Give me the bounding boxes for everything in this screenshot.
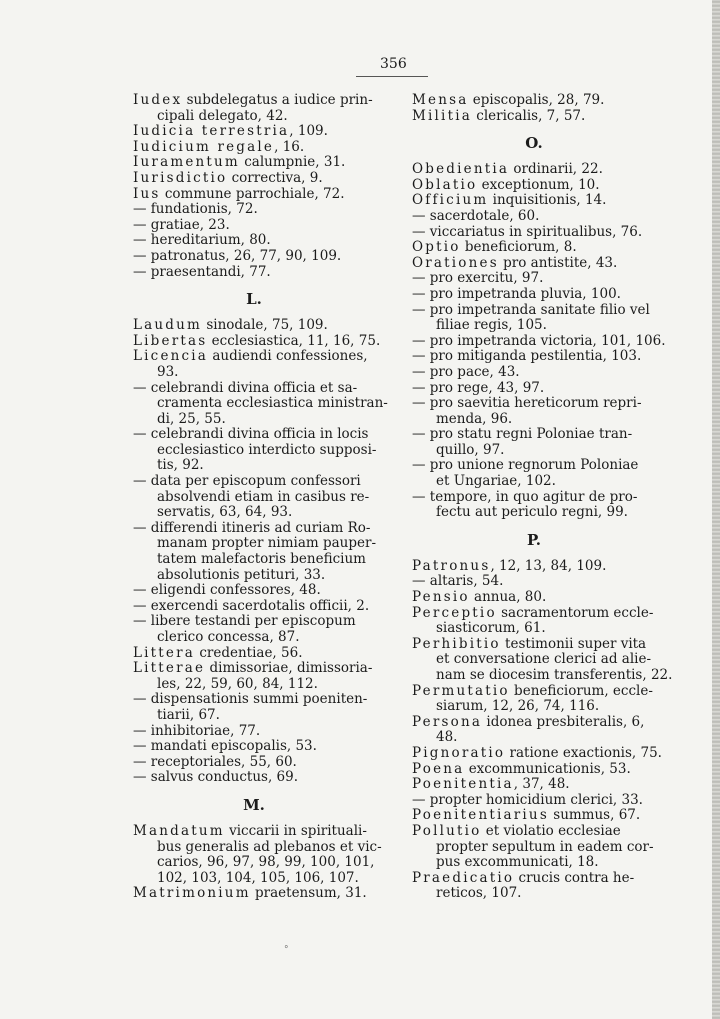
- index-continuation-line: tis, 92.: [157, 457, 204, 474]
- index-keyword: Matrimonium: [133, 885, 251, 902]
- index-keyword: Poenitentia: [412, 776, 514, 793]
- index-entry: [412, 871, 656, 887]
- index-continuation-line: tatem malefactoris beneficium: [157, 551, 366, 568]
- index-continuation-line: nam se diocesim transferentis, 22.: [436, 667, 673, 683]
- index-entry-text: sinodale, 75, 109.: [202, 317, 328, 334]
- index-entry-text: calumpnie, 31.: [239, 154, 346, 171]
- index-entry: [412, 93, 656, 109]
- index-entry: [412, 240, 656, 256]
- index-entry: [412, 684, 656, 700]
- index-entry: [412, 808, 656, 824]
- index-keyword: Praedicatio: [412, 869, 515, 886]
- index-subentry: — propter homicidium clerici, 33.: [412, 791, 643, 808]
- index-entry-text: sacramentorum eccle-: [496, 604, 654, 621]
- index-keyword: Obedientia: [412, 161, 510, 178]
- index-entry: [133, 318, 375, 334]
- index-keyword: Iurisdictio: [133, 169, 228, 186]
- index-entry-text: audiendi confessiones,: [208, 348, 368, 365]
- index-continuation-line: menda, 96.: [436, 410, 513, 427]
- index-entry-text: ratione exactionis, 75.: [505, 744, 662, 761]
- index-entry: [412, 637, 656, 653]
- index-entry: [412, 744, 662, 762]
- index-entry-text: excommunicationis, 53.: [464, 760, 631, 777]
- index-entry-text: commune parrochiale, 72.: [160, 185, 345, 202]
- index-keyword: Litterae: [133, 660, 206, 677]
- index-entry: [133, 349, 375, 365]
- index-entry: [412, 193, 656, 209]
- index-subentry: — pro impetranda pluvia, 100.: [412, 285, 621, 302]
- index-entry-text: credentiae, 56.: [195, 644, 303, 661]
- index-subentry: — pro pace, 43.: [412, 363, 520, 380]
- index-entry: [133, 124, 375, 140]
- index-entry: [412, 559, 656, 575]
- header-rule: [356, 76, 428, 77]
- index-keyword: Perceptio: [412, 604, 497, 621]
- index-keyword: Iuramentum: [133, 154, 240, 171]
- index-entry-text: , 16.: [274, 138, 305, 155]
- index-subentry: — patronatus, 26, 77, 90, 109.: [133, 247, 342, 264]
- index-keyword: Poenitentiarius: [412, 807, 549, 824]
- index-entry-text: ecclesiastica, 11, 16, 75.: [207, 332, 381, 349]
- index-entry-text: praetensum, 31.: [250, 885, 367, 902]
- index-subentry: — pro exercitu, 97.: [412, 270, 544, 287]
- index-subentry: — gratiae, 23.: [133, 216, 230, 233]
- index-entry-text: , 37, 48.: [513, 776, 570, 793]
- index-keyword: Iudicia terrestria: [133, 123, 290, 140]
- section-letter-heading: P.: [526, 530, 542, 549]
- index-subentry: — eligendi confessores, 48.: [133, 582, 321, 599]
- index-subentry: — exercendi sacerdotalis officii, 2.: [133, 597, 370, 614]
- index-entry-text: crucis contra he-: [514, 869, 635, 886]
- index-keyword: Laudum: [133, 317, 203, 334]
- index-entry: [133, 886, 375, 902]
- index-continuation-line: cramenta ecclesiastica ministran-: [157, 395, 388, 412]
- index-subentry: — hereditarium, 80.: [133, 232, 271, 249]
- index-entry-text: , 12, 13, 84, 109.: [490, 557, 607, 574]
- index-entry: [412, 590, 656, 606]
- index-subentry: — tempore, in quo agitur de pro-: [412, 488, 638, 505]
- index-subentry: — pro mitiganda pestilentia, 103.: [412, 348, 642, 365]
- index-keyword: Littera: [133, 644, 196, 661]
- index-entry-text: subdelegatus a iudice prin-: [182, 92, 373, 108]
- section-letter-heading: O.: [525, 134, 543, 153]
- index-continuation-line: 102, 103, 104, 105, 106, 107.: [157, 869, 359, 886]
- index-continuation-line: servatis, 63, 64, 93.: [157, 504, 293, 521]
- index-subentry: — celebrandi divina officia in locis: [133, 426, 369, 443]
- index-continuation-line: tiarii, 67.: [157, 706, 220, 723]
- index-keyword: Perhibitio: [412, 635, 501, 652]
- index-entry: [133, 661, 375, 677]
- index-continuation-line: et conversatione clerici ad alie-: [436, 651, 652, 668]
- index-keyword: Poena: [412, 760, 465, 777]
- index-entry-text: annua, 80.: [469, 589, 547, 606]
- index-entry-text: ordinarii, 22.: [509, 161, 603, 178]
- index-entry: [133, 646, 375, 662]
- section-letter-heading: L.: [246, 290, 262, 309]
- page-edge-shadow: [712, 0, 720, 1019]
- index-column-right: [412, 92, 673, 902]
- index-keyword: Orationes: [412, 254, 499, 271]
- index-entry: [133, 171, 375, 187]
- index-continuation-line: 93.: [157, 363, 179, 380]
- index-subentry: — inhibitoriae, 77.: [133, 722, 261, 739]
- index-keyword: Patronus: [412, 557, 491, 574]
- index-entry: [412, 162, 656, 178]
- index-entry-text: viccarii in spirituali-: [224, 822, 367, 839]
- index-subentry: — celebrandi divina officia et sa-: [133, 379, 358, 396]
- index-subentry: — praesentandi, 77.: [133, 263, 271, 280]
- index-keyword: Libertas: [133, 332, 208, 349]
- index-entry: [133, 187, 375, 203]
- index-continuation-line: filiae regis, 105.: [436, 317, 547, 334]
- index-subentry: — libere testandi per episcopum: [133, 613, 356, 630]
- index-continuation-line: clerico concessa, 87.: [157, 629, 300, 645]
- index-continuation-line: bus generalis ad plebanos et vic-: [157, 838, 382, 855]
- index-subentry: — salvus conductus, 69.: [133, 769, 299, 786]
- index-subentry: — pro rege, 43, 97.: [412, 379, 545, 396]
- index-entry-text: beneficiorum, eccle-: [509, 682, 653, 699]
- index-entry-text: inquisitionis, 14.: [488, 192, 607, 209]
- index-entry-text: et violatio ecclesiae: [481, 822, 621, 839]
- footer-mark: °: [284, 945, 289, 955]
- index-keyword: Licencia: [133, 348, 209, 365]
- index-keyword: Mandatum: [133, 822, 225, 839]
- index-keyword: Mensa: [412, 92, 469, 108]
- index-subentry: — pro saevitia hereticorum repri-: [412, 395, 642, 412]
- index-continuation-line: et Ungariae, 102.: [436, 473, 556, 490]
- index-entry-text: , 109.: [289, 123, 328, 140]
- index-continuation-line: ecclesiastico interdicto supposi-: [157, 441, 377, 458]
- index-entry-text: exceptionum, 10.: [477, 176, 600, 193]
- index-subentry: — pro statu regni Poloniae tran-: [412, 426, 633, 443]
- index-keyword: Persona: [412, 713, 483, 730]
- index-keyword: Officium: [412, 192, 489, 209]
- index-entry: [412, 824, 656, 840]
- index-entry: [412, 715, 656, 731]
- index-entry-text: beneficiorum, 8.: [460, 239, 577, 256]
- index-keyword: Ius: [133, 185, 161, 202]
- index-entry: [412, 109, 656, 125]
- index-continuation-line: carios, 96, 97, 98, 99, 100, 101,: [157, 854, 375, 871]
- index-continuation-line: absolvendi etiam in casibus re-: [157, 488, 370, 505]
- index-entry: [133, 155, 375, 171]
- index-keyword: Oblatio: [412, 176, 478, 193]
- index-subentry: — sacerdotale, 60.: [412, 207, 540, 224]
- index-keyword: Iudex: [133, 92, 183, 108]
- index-subentry: — mandati episcopalis, 53.: [133, 738, 317, 755]
- index-subentry: — pro impetranda victoria, 101, 106.: [412, 332, 666, 349]
- index-entry-text: summus, 67.: [548, 807, 641, 824]
- index-continuation-line: quillo, 97.: [436, 441, 505, 458]
- index-subentry: — differendi itineris ad curiam Ro-: [133, 519, 371, 536]
- index-keyword: Iudicium regale: [133, 138, 275, 155]
- index-entry: [412, 256, 656, 272]
- index-entry: [133, 824, 375, 840]
- index-entry: [133, 332, 381, 350]
- index-entry-text: dimissoriae, dimissoria-: [205, 660, 373, 677]
- index-subentry: — fundationis, 72.: [133, 201, 258, 218]
- index-continuation-line: les, 22, 59, 60, 84, 112.: [157, 675, 318, 692]
- index-continuation-line: pus excommunicati, 18.: [436, 854, 599, 871]
- index-subentry: — pro impetranda sanitate filio vel: [412, 301, 650, 318]
- index-subentry: — pro unione regnorum Poloniae: [412, 457, 639, 474]
- index-continuation-line: fectu aut periculo regni, 99.: [436, 504, 628, 521]
- index-entry-text: correctiva, 9.: [227, 169, 323, 186]
- index-keyword: Permutatio: [412, 682, 510, 699]
- index-subentry: — viccariatus in spiritualibus, 76.: [412, 223, 643, 240]
- index-keyword: Optio: [412, 239, 461, 256]
- index-continuation-line: propter sepultum in eadem cor-: [436, 838, 654, 855]
- index-continuation-line: di, 25, 55.: [157, 410, 226, 427]
- index-column-left: [133, 92, 388, 902]
- index-entry: [412, 762, 656, 778]
- index-keyword: Pensio: [412, 589, 470, 606]
- section-letter-heading: M.: [243, 795, 265, 814]
- index-keyword: Pollutio: [412, 822, 482, 839]
- index-entry: [133, 140, 375, 156]
- index-subentry: — dispensationis summi poeniten-: [133, 691, 368, 708]
- page-number: 356: [380, 56, 407, 72]
- index-subentry: — altaris, 54.: [412, 573, 504, 590]
- index-subentry: — receptoriales, 55, 60.: [133, 753, 297, 770]
- index-entry-text: testimonii super vita: [500, 635, 647, 652]
- index-keyword: Militia: [412, 107, 472, 124]
- index-continuation-line: manam propter nimiam pauper-: [157, 535, 377, 552]
- index-keyword: Pignoratio: [412, 744, 506, 761]
- index-subentry: — data per episcopum confessori: [133, 473, 361, 490]
- index-entry-text: idonea presbiteralis, 6,: [482, 713, 645, 730]
- index-continuation-line: reticos, 107.: [436, 885, 522, 902]
- index-entry: [412, 777, 656, 793]
- index-entry: [412, 178, 656, 194]
- index-continuation-line: absolutionis petituri, 33.: [157, 566, 326, 583]
- index-continuation-line: siasticorum, 61.: [436, 620, 546, 637]
- index-entry-text: episcopalis, 28, 79.: [468, 92, 605, 108]
- index-entry: [412, 606, 656, 622]
- index-entry-text: clericalis, 7, 57.: [471, 107, 586, 124]
- index-entry-text: pro antistite, 43.: [498, 254, 618, 271]
- index-continuation-line: siarum, 12, 26, 74, 116.: [436, 698, 600, 715]
- index-continuation-line: 48.: [436, 729, 458, 746]
- index-entry: [133, 93, 375, 109]
- index-continuation-line: cipali delegato, 42.: [157, 107, 288, 124]
